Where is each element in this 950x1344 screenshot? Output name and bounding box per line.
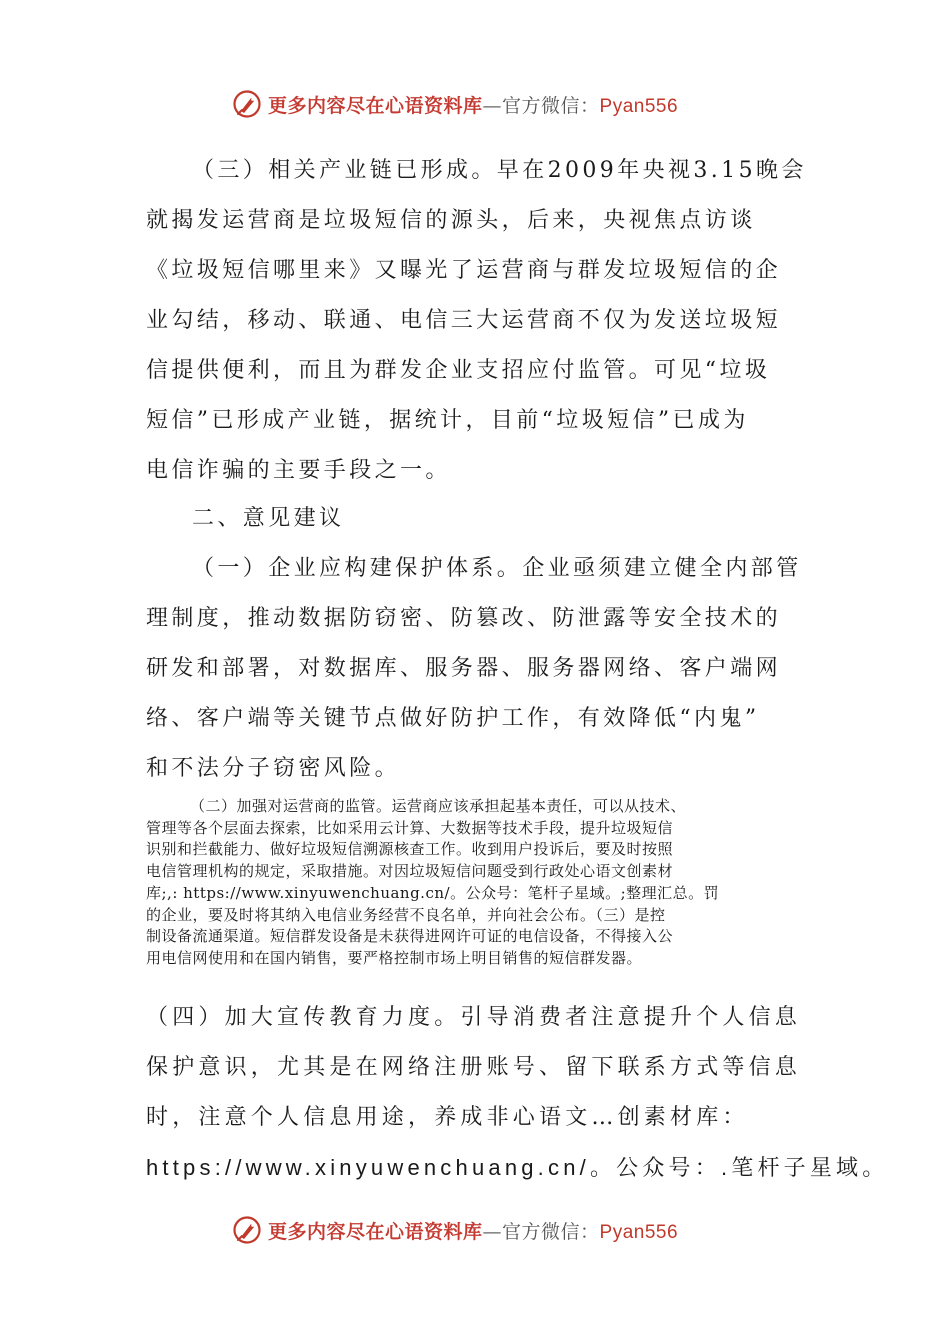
banner-text xyxy=(268,1217,678,1244)
paragraph-line: 管理等各个层面去探索，比如采用云计算、大数据等技术手段，提升垃圾短信 xyxy=(146,818,674,837)
banner-separator: — xyxy=(482,94,503,117)
paragraph-line: 理制度，推动数据防窃密、防篡改、防泄露等安全技术的 xyxy=(146,606,782,631)
paragraph-line: 电信管理机构的规定，采取措施。对因垃圾短信问题受到行政处心语文创素材 xyxy=(146,862,674,881)
banner-label: 官方微信： xyxy=(502,1220,600,1243)
heading-suggestions: 二、意见建议 xyxy=(192,506,345,531)
paragraph-line: 短信”已形成产业链，据统计，目前“垃圾短信”已成为 xyxy=(146,408,749,433)
pen-nib-logo-icon xyxy=(232,89,262,119)
paragraph-line: （一）企业应构建保护体系。企业亟须建立健全内部管 xyxy=(192,556,802,581)
paragraph-line: 业勾结，移动、联通、电信三大运营商不仅为发送垃圾短 xyxy=(146,308,782,333)
paragraph-line: 和不法分子窃密风险。 xyxy=(146,756,401,781)
paragraph-line: 《垃圾短信哪里来》又曝光了运营商与群发垃圾短信的企 xyxy=(146,258,782,283)
paragraph-line: 络、客户端等关键节点做好防护工作，有效降低“内鬼” xyxy=(146,706,760,731)
suggestion-one-paragraph xyxy=(146,544,806,794)
header-banner xyxy=(232,86,752,122)
paragraph-line: 识别和拦截能力、做好垃圾短信溯源核查工作。收到用户投诉后，要及时按照 xyxy=(146,840,674,859)
paragraph-line: 制设备流通渠道。短信群发设备是未获得进网许可证的电信设备，不得接入公 xyxy=(146,927,674,946)
paragraph-line-url: https://www.xinyuwenchuang.cn/。公众号：.笔杆子星域。 xyxy=(146,1155,889,1180)
section-three-paragraph xyxy=(146,146,806,496)
section-heading xyxy=(146,494,806,544)
suggestion-four-paragraph xyxy=(146,993,889,1193)
paragraph-line: 信提供便利，而且为群发企业支招应付监管。可见“垃圾 xyxy=(146,358,771,383)
paragraph-line: 就揭发运营商是垃圾短信的源头，后来，央视焦点访谈 xyxy=(146,208,756,233)
paragraph-line: （二）加强对运营商的监管。运营商应该承担起基本责任，可以从技术、 xyxy=(190,797,687,815)
suggestion-two-paragraph xyxy=(146,796,806,970)
banner-label: 官方微信： xyxy=(502,94,600,117)
paragraph-line: 库;,: https://www.xinyuwenchuang.cn/。公众号：笔杆子星域。;整理汇总。罚 xyxy=(146,883,720,902)
paragraph-line: 时，注意个人信息用途，养成非心语文…创素材库： xyxy=(146,1105,749,1130)
banner-wechat-id: Pyan556 xyxy=(599,1221,679,1243)
paragraph-line: （四）加大宣传教育力度。引导消费者注意提升个人信息 xyxy=(146,1005,802,1030)
paragraph-line: 保护意识，尤其是在网络注册账号、留下联系方式等信息 xyxy=(146,1055,802,1080)
banner-brand: 更多内容尽在心语资料库 xyxy=(268,1220,483,1243)
banner-text xyxy=(268,91,678,118)
pen-nib-logo-icon xyxy=(232,1215,262,1245)
banner-wechat-id: Pyan556 xyxy=(599,95,679,117)
footer-banner xyxy=(232,1212,752,1248)
paragraph-line: 电信诈骗的主要手段之一。 xyxy=(146,458,451,483)
banner-separator: — xyxy=(482,1220,503,1243)
paragraph-line: 用电信网使用和在国内销售，要严格控制市场上明目销售的短信群发器。 xyxy=(146,948,643,967)
banner-brand: 更多内容尽在心语资料库 xyxy=(268,94,483,117)
paragraph-line: 的企业，要及时将其纳入电信业务经营不良名单，并向社会公布。（三）是控 xyxy=(146,905,666,924)
paragraph-line: 研发和部署，对数据库、服务器、服务器网络、客户端网 xyxy=(146,656,782,681)
paragraph-line: （三）相关产业链已形成。早在2009年央视3.15晚会 xyxy=(192,158,807,183)
